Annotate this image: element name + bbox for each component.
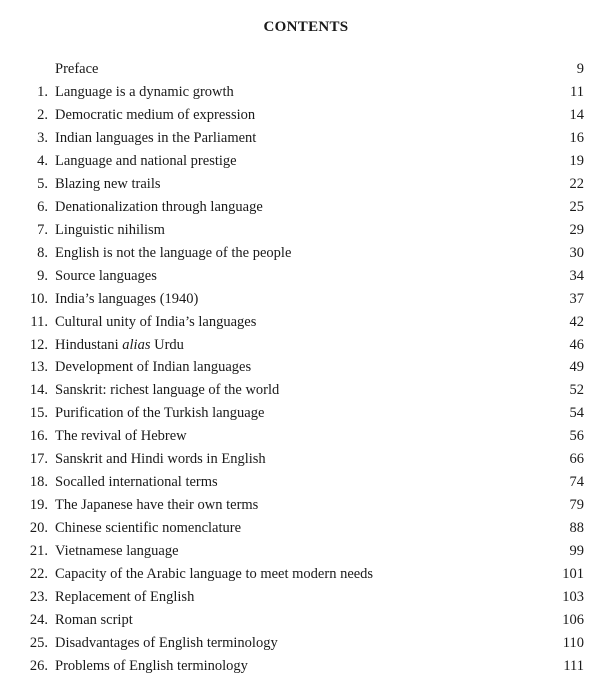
entry-page-number: 101 — [562, 566, 584, 583]
entry-title: Capacity of the Arabic language to meet modern needs — [55, 566, 374, 583]
entry-title: Hindustani alias Urdu — [55, 336, 184, 353]
entry-title: Linguistic nihilism — [55, 221, 165, 238]
entry-number: 19. — [29, 497, 48, 514]
entry-title: Sanskrit: richest language of the world — [55, 382, 280, 399]
toc-entry — [0, 564, 600, 584]
entry-title: India’s languages (1940) — [55, 290, 199, 307]
entry-title: The revival of Hebrew — [55, 428, 187, 445]
entry-page-number: 34 — [569, 267, 584, 284]
toc-entry — [0, 380, 600, 400]
toc-entry — [0, 403, 600, 423]
toc-entry — [0, 105, 600, 125]
entry-title: Development of Indian languages — [55, 359, 252, 376]
entry-title: Replacement of English — [55, 589, 195, 606]
entry-page-number: 88 — [569, 520, 584, 537]
entry-page-number: 42 — [569, 313, 584, 330]
entry-number: 10. — [29, 290, 48, 307]
entry-number: 7. — [37, 221, 48, 238]
toc-entry — [0, 151, 600, 171]
entry-title: Source languages — [55, 267, 157, 284]
toc-entry — [0, 426, 600, 446]
entry-number: 13. — [29, 359, 48, 376]
entry-page-number: 16 — [569, 129, 584, 146]
entry-number: 2. — [37, 106, 48, 123]
entry-page-number: 14 — [569, 106, 584, 123]
entry-number: 8. — [37, 244, 48, 261]
page-title: CONTENTS — [263, 19, 349, 35]
entry-page-number: 103 — [562, 589, 584, 606]
toc-entry — [0, 335, 600, 355]
toc-entry — [0, 128, 600, 148]
entry-title: Chinese scientific nomenclature — [55, 520, 242, 537]
toc-entry — [0, 633, 600, 653]
entry-number: 4. — [37, 152, 48, 169]
toc-entry — [0, 82, 600, 102]
entry-number: 9. — [37, 267, 48, 284]
toc-entry — [0, 243, 600, 263]
entry-number: 12. — [29, 336, 48, 353]
toc-entry — [0, 220, 600, 240]
entry-page-number: 56 — [569, 428, 584, 445]
entry-number: 18. — [29, 474, 48, 491]
entry-number: 25. — [29, 635, 48, 651]
toc-entry — [0, 289, 600, 309]
entry-page-number: 99 — [569, 543, 584, 560]
entry-title: Purification of the Turkish language — [55, 405, 265, 422]
entry-page-number: 79 — [569, 497, 584, 514]
entry-number: 14. — [29, 382, 48, 399]
entry-page-number: 49 — [569, 359, 584, 376]
toc-entry — [0, 357, 600, 377]
toc-entry — [0, 495, 600, 515]
entry-title: English is not the language of the people — [55, 244, 292, 261]
entry-number: 1. — [37, 83, 48, 100]
entry-page-number: 25 — [569, 198, 584, 215]
entry-title: Disadvantages of English terminology — [55, 635, 278, 651]
toc-entry — [0, 541, 600, 561]
entry-page-number: 54 — [569, 405, 584, 422]
entry-page-number: 22 — [569, 175, 584, 192]
toc-entry — [0, 449, 600, 469]
entry-title: Sanskrit and Hindi words in English — [55, 451, 266, 468]
entry-page-number: 30 — [569, 244, 584, 261]
entry-number: 15. — [29, 405, 48, 422]
toc-entry — [0, 518, 600, 538]
toc-entry — [0, 587, 600, 607]
entry-number: 22. — [29, 566, 48, 583]
entry-page-number: 111 — [563, 657, 584, 674]
entry-page-number: 11 — [570, 83, 584, 100]
toc-entry — [0, 472, 600, 492]
toc-entry — [0, 197, 600, 217]
entry-number: 6. — [37, 198, 48, 215]
entry-page-number: 29 — [569, 221, 584, 238]
entry-title: Indian languages in the Parliament — [55, 129, 257, 146]
entry-title: Denationalization through language — [55, 198, 263, 215]
toc-entry — [0, 610, 600, 630]
entry-title: Cultural unity of India’s languages — [55, 313, 257, 330]
entry-title: Problems of English terminology — [55, 657, 248, 674]
entry-page-number: 46 — [569, 336, 584, 353]
entry-number: 26. — [29, 657, 48, 674]
entry-page-number: 19 — [569, 152, 584, 169]
entry-title: The Japanese have their own terms — [55, 497, 259, 514]
toc-entry — [0, 266, 600, 286]
toc-entry — [0, 174, 600, 194]
entry-number: 20. — [29, 520, 48, 537]
entry-number: 3. — [37, 129, 48, 146]
entry-title: Vietnamese language — [55, 543, 179, 560]
entry-number: 11. — [30, 313, 48, 330]
entry-title: Language is a dynamic growth — [55, 83, 234, 100]
entry-title: Democratic medium of expression — [55, 106, 256, 123]
entry-number: 21. — [29, 543, 48, 560]
entry-title: Preface — [55, 61, 99, 77]
toc-entry — [0, 656, 600, 676]
toc-entry — [0, 312, 600, 332]
entry-page-number: 106 — [562, 612, 584, 629]
entry-page-number: 37 — [569, 290, 584, 307]
entry-page-number: 52 — [569, 382, 584, 399]
entry-title: Socalled international terms — [55, 474, 218, 491]
entry-page-number: 66 — [569, 451, 584, 468]
entry-title: Language and national prestige — [55, 152, 237, 169]
toc-entry — [0, 59, 600, 79]
entry-number: 17. — [29, 451, 48, 468]
entry-page-number: 110 — [562, 635, 584, 651]
entry-title: Blazing new trails — [55, 175, 161, 192]
entry-number: 24. — [29, 612, 48, 629]
entry-number: 23. — [29, 589, 48, 606]
entry-page-number: 74 — [569, 474, 584, 491]
entry-page-number: 9 — [576, 61, 584, 77]
entry-number: 5. — [37, 175, 48, 192]
entry-title: Roman script — [55, 612, 133, 629]
entry-number: 16. — [29, 428, 48, 445]
